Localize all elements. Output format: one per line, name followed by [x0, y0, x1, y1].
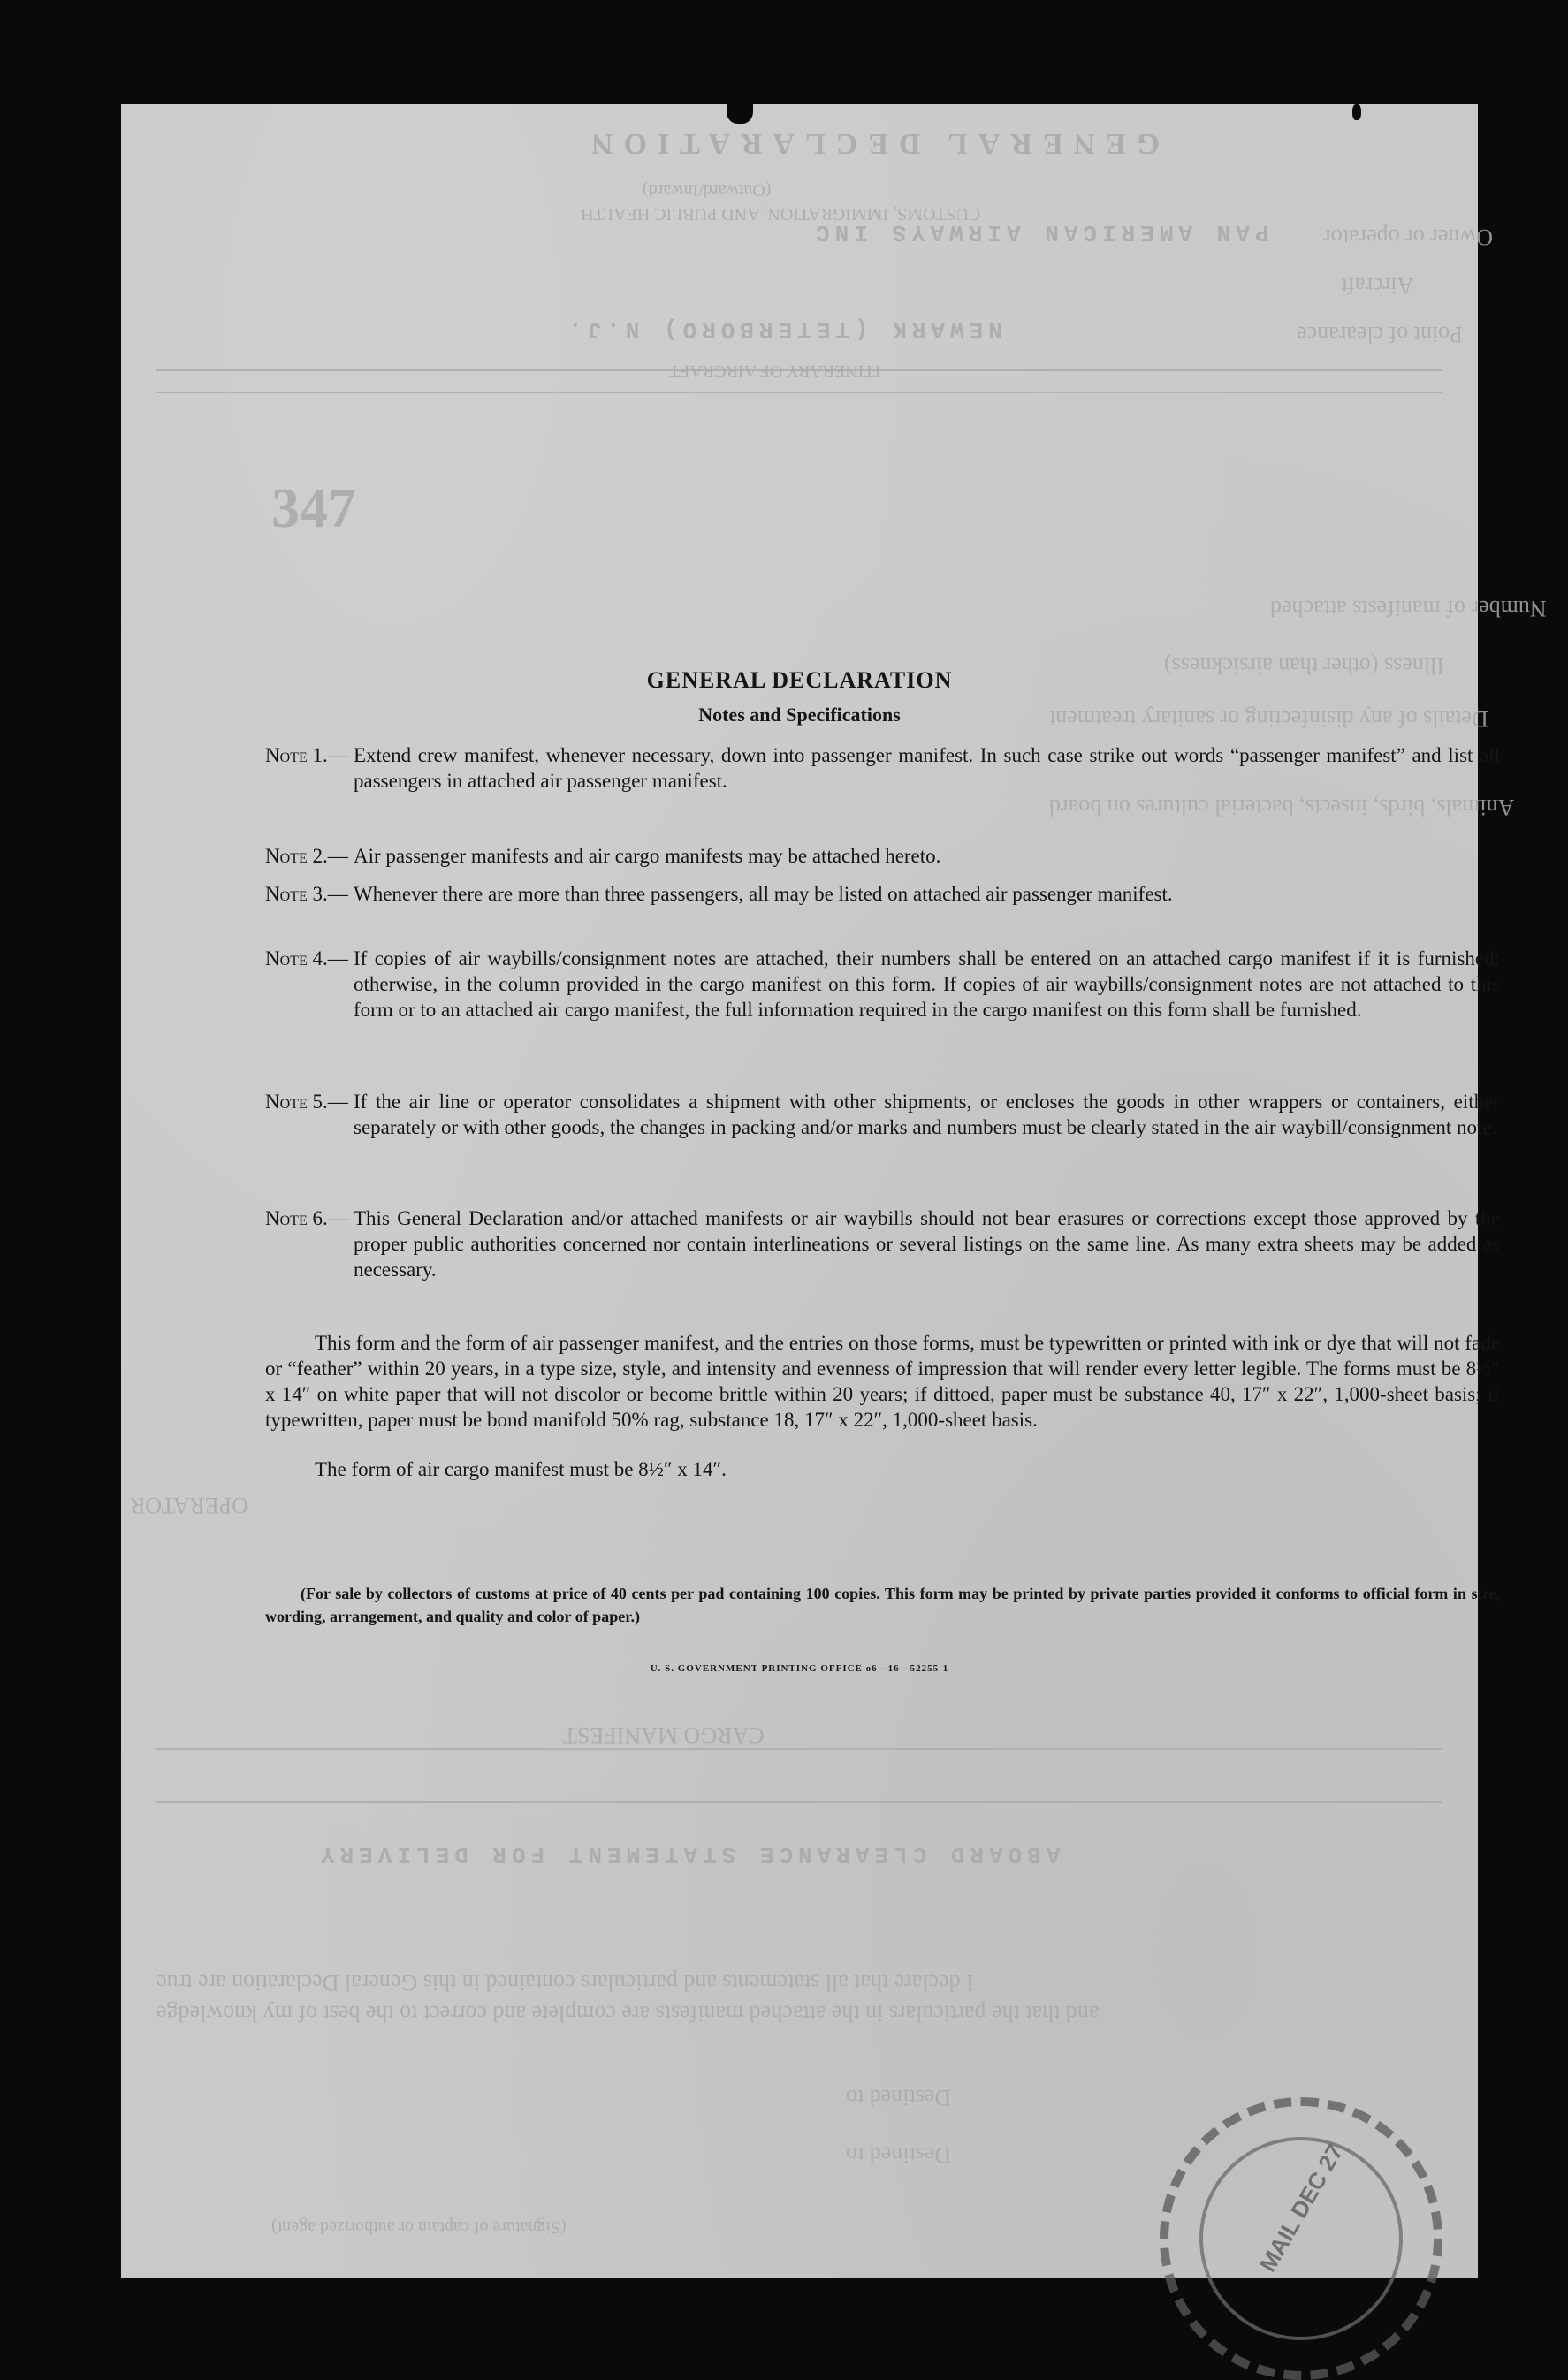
- cargo-manifest-size-line: The form of air cargo manifest must be 8½″ x 14″.: [315, 1458, 727, 1480]
- bleed-through-point-label: Point of clearance: [1297, 322, 1463, 347]
- note-number: Note 4.—: [265, 947, 348, 969]
- note-text: Air passenger manifests and air cargo manifests may be attached hereto.: [354, 845, 941, 867]
- bleed-through-signature-label: (Signature of captain or authorized agent): [271, 2217, 567, 2237]
- form-specifications-paragraph: This form and the form of air passenger manifest, and the entries on those forms, must be typewritten or printed with ink or dye that will not fade or “feather” within 20 years, in a type size, style, and intensity and evenness of impression that will render every letter legible. The forms must be 8½″ x 14″ on white paper that will not discolor or become brittle within 20 years; if dittoed, paper must be substance 40, 17″ x 22″, 1,000-sheet basis; if typewritten, paper must be bond manifold 50% rag, substance 18, 17″ x 22″, 1,000-sheet basis.: [265, 1332, 1500, 1431]
- note-number: Note 3.—: [265, 883, 348, 905]
- bleed-through-cargo-label: CARGO MANIFEST: [563, 1722, 765, 1748]
- bleed-through-cargo-value: ABOARD CLEARANCE STATEMENT FOR DELIVERY: [316, 1841, 1061, 1867]
- printer-imprint: U. S. GOVERNMENT PRINTING OFFICE o6—16—52255-1: [650, 1663, 949, 1674]
- page-title: GENERAL DECLARATION: [646, 667, 953, 693]
- bleed-through-subtitle: (Outward/Inward): [643, 180, 772, 200]
- note-number: Note 2.—: [265, 845, 348, 867]
- bleed-through-declaration-2: and that the particulars in the attached manifests are complete and correct to the best of my knowledge: [156, 2001, 1100, 2026]
- bleed-through-title: GENERAL DECLARATION: [581, 127, 1161, 160]
- bleed-through-destined-2: Destined to: [846, 2142, 952, 2168]
- bleed-through-details-label: Details of any disinfecting or sanitary treatment: [1049, 706, 1488, 732]
- postmark-stamp-lettering: MAIL DEC 27: [1253, 2139, 1349, 2277]
- bleed-through-aircraft-label: Aircraft: [1341, 273, 1414, 299]
- bleed-through-owner-value: PAN AMERICAN AIRWAYS INC: [811, 219, 1269, 246]
- bleed-through-operator-label: OPERATOR: [130, 1493, 248, 1518]
- bleed-through-handwriting: 347: [271, 476, 356, 539]
- note-text: If the air line or operator consolidates a shipment with other shipments, or encloses the goods in other wrappers or containers, either separately or with other goods, the changes in packing and/or marks and numbers must be clearly stated in the air waybill/consignment note.: [354, 1091, 1500, 1138]
- bleed-through-declaration-1: I declare that all statements and particulars contained in this General Declaration are true: [156, 1970, 974, 1996]
- notes-and-specifications: [121, 104, 1500, 2278]
- note-2: [265, 843, 1500, 870]
- page-subtitle: Notes and Specifications: [698, 703, 901, 726]
- bleed-through-itinerary: ITINERARY OF AIRCRAFT: [669, 361, 881, 381]
- note-text: If copies of air waybills/consignment notes are attached, their numbers shall be entered on an attached cargo manifest if it is furnished; otherwise, in the column provided in the cargo manifest on this form. If copies of air waybills/consignment notes are not attached to this form or to an attached air cargo manifest, the full information required in the cargo manifest on this form shall be furnished.: [354, 947, 1500, 1021]
- note-5: [265, 1089, 1500, 1195]
- bleed-through-illness-label: Illness (other than airsickness): [1164, 653, 1444, 679]
- note-number: Note 5.—: [265, 1091, 348, 1113]
- note-number: Note 1.—: [265, 744, 348, 766]
- bleed-through-owner-label: Owner or operator: [1323, 224, 1494, 250]
- note-text: Whenever there are more than three passengers, all may be listed on attached air passenger manifest.: [354, 883, 1173, 905]
- sale-notice: (For sale by collectors of customs at price of 40 cents per pad containing 100 copies. This form may be printed by private parties provided it conforms to official form in size, wording, arrangement, and quality and color of paper.): [265, 1585, 1500, 1625]
- bleed-through-agencies: CUSTOMS, IMMIGRATION, AND PUBLIC HEALTH: [581, 204, 981, 224]
- note-text: This General Declaration and/or attached manifests or air waybills should not bear erasures or corrections except those approved by the proper public authorities concerned nor contain interlineations or several listings on the same line. As many extra sheets may be added as necessary.: [354, 1207, 1500, 1281]
- bleed-through-flight-value: NEWARK (TETERBORO) N.J.: [563, 316, 1002, 343]
- note-4: [265, 946, 1500, 1078]
- bleed-through-animals-label: Animals, birds, insects, bacterial cultures on board: [1049, 795, 1515, 820]
- note-3: [265, 881, 1500, 934]
- bleed-through-manifests-label: Number of manifests attached: [1270, 596, 1547, 621]
- note-number: Note 6.—: [265, 1207, 348, 1229]
- bleed-through-destined-1: Destined to: [846, 2085, 952, 2110]
- note-text: Extend crew manifest, whenever necessary, down into passenger manifest. In such case strike out words “passenger manifest” and list all passengers in attached air passenger manifest.: [354, 744, 1500, 792]
- note-1: [265, 742, 1500, 822]
- document-page: [121, 104, 1547, 2278]
- note-6: [265, 1205, 1500, 1312]
